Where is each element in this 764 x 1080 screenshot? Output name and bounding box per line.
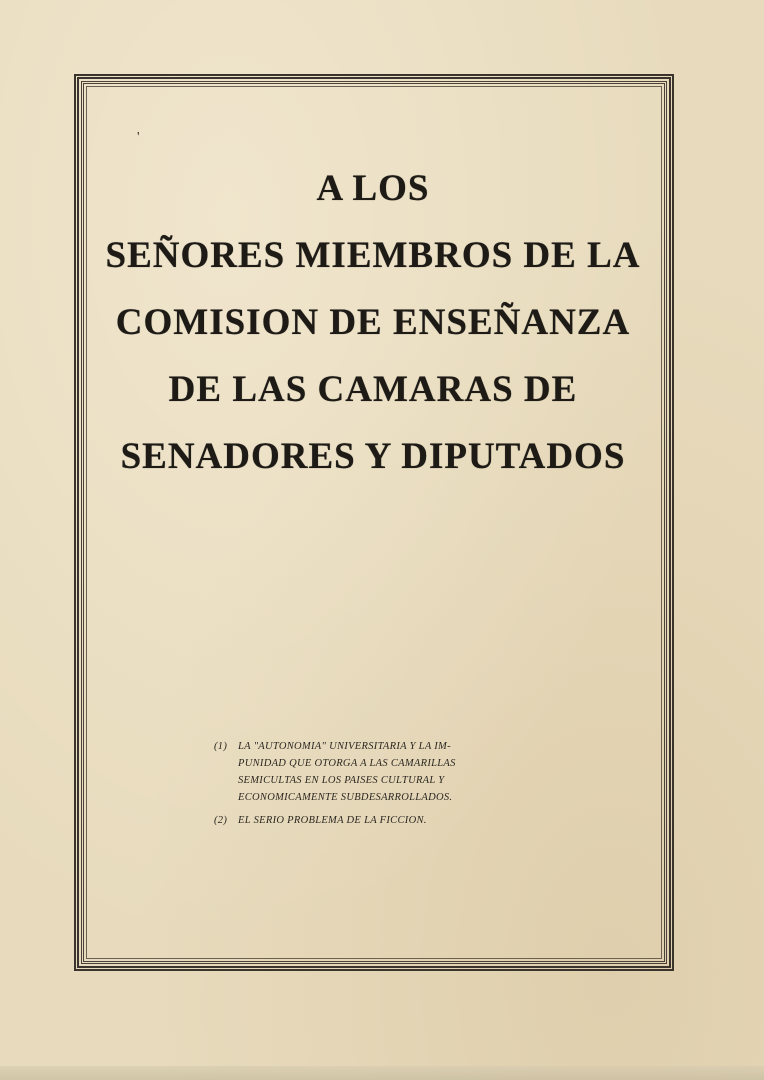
- title-line-4: DE LAS CAMARAS DE: [168, 369, 578, 410]
- notes-list: [214, 738, 554, 835]
- note-line: PUNIDAD QUE OTORGA A LAS CAMARILLAS: [238, 758, 456, 769]
- note-text: [238, 812, 554, 829]
- title-line-2: SEÑORES MIEMBROS DE LA: [105, 235, 641, 276]
- title-line-5: SENADORES Y DIPUTADOS: [120, 436, 626, 477]
- note-line: EL SERIO PROBLEMA DE LA FICCION.: [238, 815, 427, 826]
- note-line: ECONOMICAMENTE SUBDESARROLLADOS.: [238, 792, 453, 803]
- note-number: (2): [214, 815, 228, 826]
- title-line-3: COMISION DE ENSEÑANZA: [115, 302, 631, 343]
- note-line: SEMICULTAS EN LOS PAISES CULTURAL Y: [238, 775, 445, 786]
- note-item-2: [214, 812, 554, 829]
- corner-ink-mark: ': [137, 130, 140, 145]
- note-item-1: [214, 738, 554, 806]
- document-title: [90, 155, 656, 490]
- note-text: [238, 738, 554, 806]
- note-line: LA "AUTONOMIA" UNIVERSITARIA Y LA IM-: [238, 741, 451, 752]
- page-bottom-edge: [0, 1066, 764, 1080]
- note-number: (1): [214, 741, 228, 752]
- title-line-1: A LOS: [316, 168, 430, 209]
